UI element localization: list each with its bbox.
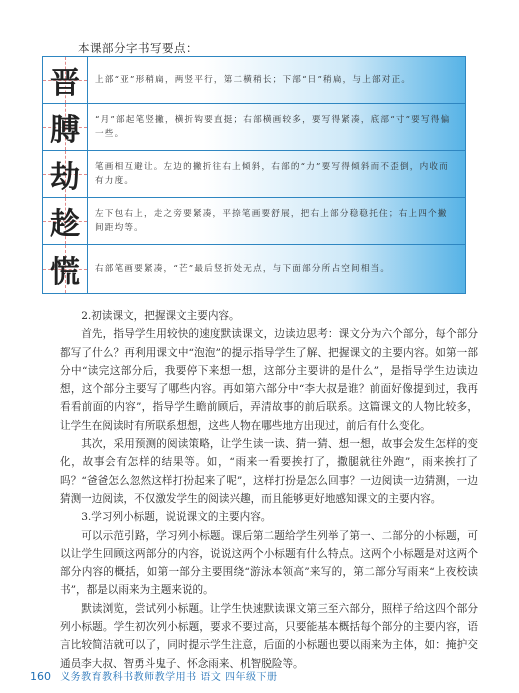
char-grid-cell [43, 198, 88, 244]
paragraph: 可以示范引路，学习列小标题。课后第二题给学生列举了第一、二部分的小标题，可以让学生回顾这两部分的内容，说说这两个小标题有什么特点。这两个小标题是对这两个部分内容的概括，如第一部分主要围绕“游泳本领高”来写的，第二部分写雨来“上夜校读书”，都是以雨来为主题来说的。 [60, 529, 478, 597]
char-note: 左下包右上，走之旁要紧凑，平捺笔画要舒展，把右上部分稳稳托住；右上四个撇间距均等。 [95, 209, 448, 233]
footer-title: 义务教育教科书教师教学用书 语文 四年级下册 [60, 672, 278, 683]
char-note: 上部“亚”形稍扁，两竖平行，第二横稍长；下部“日”稍扁，与上部对正。 [95, 75, 412, 85]
char-note: 笔画相互避让。左边的撇折往右上倾斜，右部的“力”要写得倾斜而不歪倒，内收而有力度。 [95, 162, 449, 186]
char-grid-cell [43, 245, 88, 293]
char-row [43, 104, 465, 151]
char-note: “月”部起笔竖撇，横折钩要直挺；右部横画较多，要写得紧凑，底部“寸”要写得偏一些。 [95, 115, 451, 139]
char-row [43, 198, 465, 245]
char-row [43, 245, 465, 293]
char-grid-cell [43, 151, 88, 197]
char-row [43, 57, 465, 104]
char-grid-cell [43, 104, 88, 150]
section-heading: 本课部分字书写要点： [78, 41, 198, 55]
char-row [43, 151, 465, 198]
char-note: 右部笔画要紧凑，“芒”最后竖折处无点，与下面部分所占空间相当。 [95, 264, 391, 274]
paragraph: 首先，指导学生用较快的速度默读课文，边读边思考：课文分为六个部分，每个部分都写了什么？再利用课文中“泡泡”的提示指导学生了解、把握课文的主要内容。如第一部分中“读完这部分后，我要停下来想一想，这部分主要讲的是什么”，是指导学生边读边想，这个部分主要写了哪些内容。再如第六部分中“李大叔是谁？前面好像提到过，我再看看前面的内容”，指导学生瞻前顾后，弄清故事的前后联系。这篇课文的人物比较多，让学生在阅读时有所联系想想，这些人物在哪些地方出现过，前后有什么变化。 [60, 328, 478, 432]
char-glyph: 慌 [50, 255, 80, 290]
char-glyph: 劫 [50, 160, 80, 195]
char-glyph: 膊 [50, 113, 80, 148]
sub-heading: 3.学习列小标题，说说课文的主要内容。 [81, 511, 272, 524]
character-writing-table [42, 56, 466, 294]
paragraph: 默读浏览，尝试列小标题。让学生快速默读课文第三至六部分，照样子给这四个部分列小标题。学生初次列小标题，要求不要过高，只要能基本概括每个部分的主要内容，语言比较简洁就可以了，同时提示学生注意，后面的小标题也要以雨来为主体，如：掩护交通员李大叔、智勇斗鬼子、怀念雨来、机智脱险等。 [60, 602, 478, 670]
char-grid-cell [43, 57, 88, 103]
char-glyph: 趁 [50, 207, 80, 242]
char-glyph: 晋 [50, 66, 80, 101]
sub-heading: 2.初读课文，把握课文主要内容。 [81, 310, 240, 322]
page-footer [30, 668, 278, 683]
body-text [60, 307, 478, 673]
paragraph: 其次，采用预测的阅读策略，让学生读一读、猜一猜、想一想，故事会发生怎样的变化，故事会有怎样的结果等。如，“雨来一看要挨打了，撒腿就往外跑”，雨来挨打了吗？“爸爸怎么忽然这样打扮起来了呢”，这样打扮是怎么回事？一边阅读一边猜测，一边猜测一边阅读，不仅激发学生的阅读兴趣，而且能够更好地感知课文的主要内容。 [60, 438, 478, 505]
page-number: 160 [30, 670, 51, 683]
